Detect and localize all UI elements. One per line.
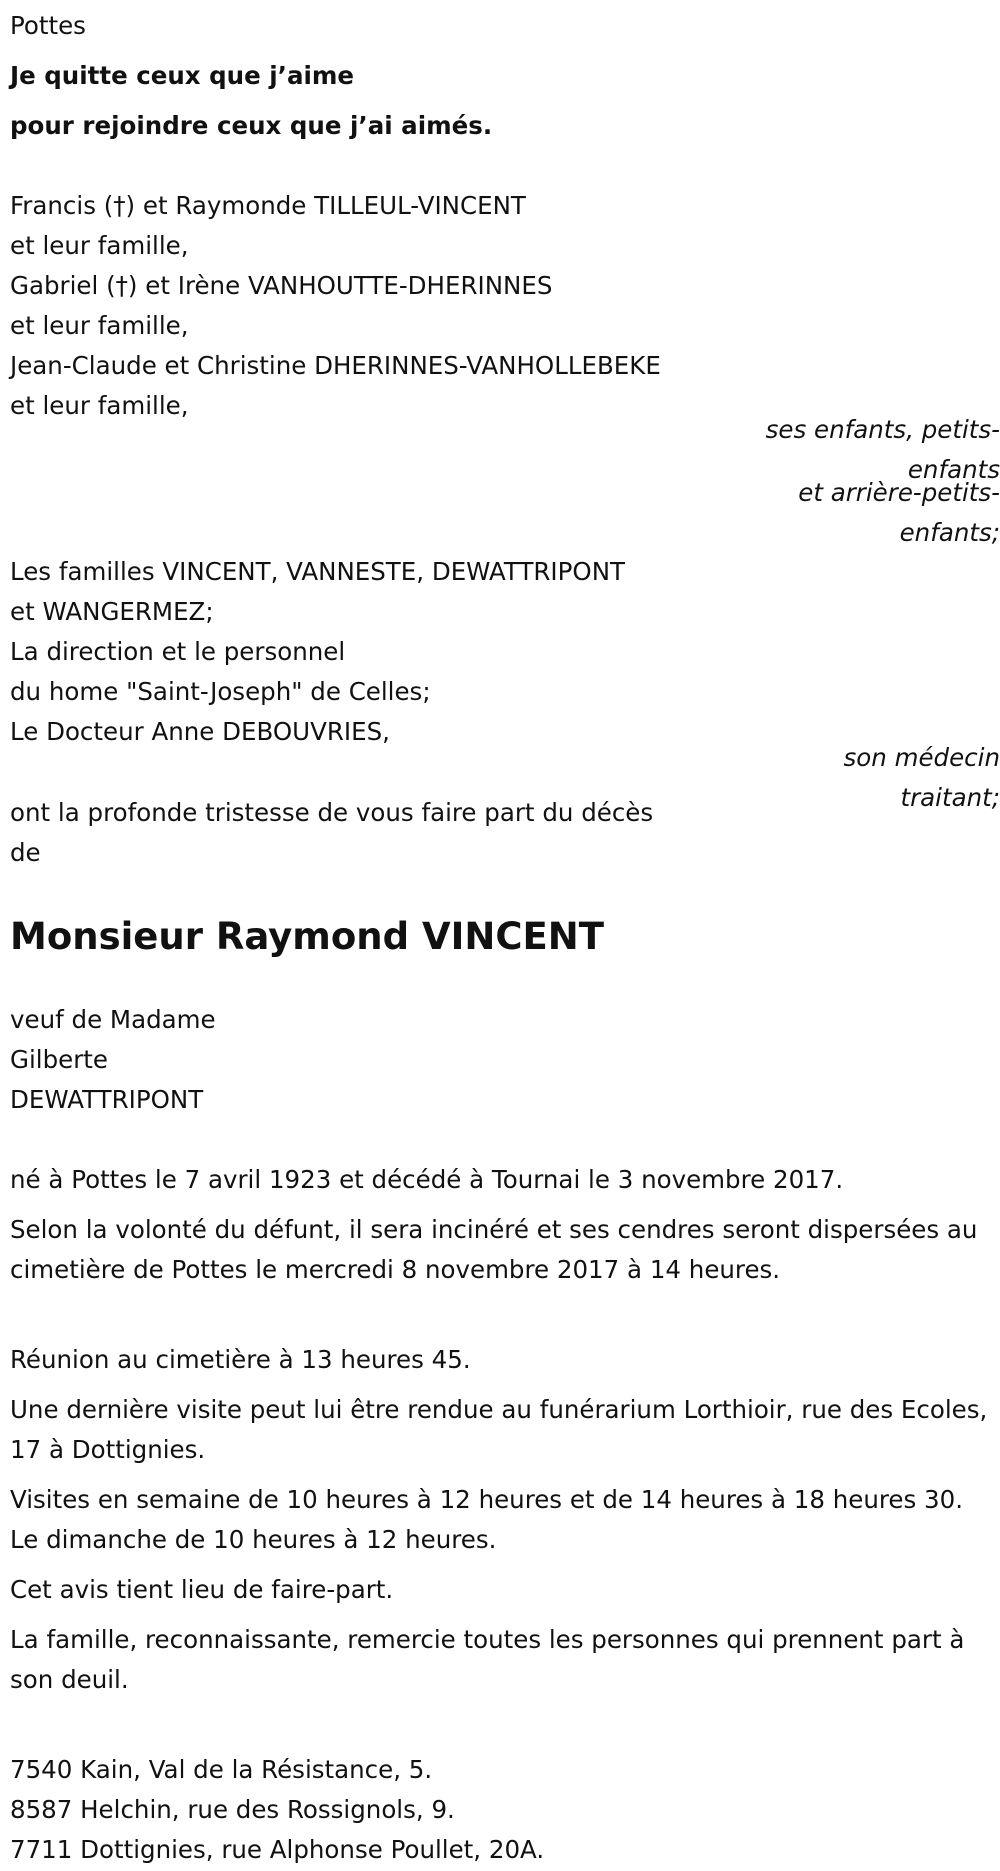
other-line-2: et WANGERMEZ; <box>10 597 214 626</box>
location-text: Pottes <box>10 11 86 40</box>
birth-death-paragraph: né à Pottes le 7 avril 1923 et décédé à Tournai le 3 novembre 2017. <box>10 1165 844 1194</box>
family-role-line-2: enfants <box>907 455 1000 484</box>
family-line-1: Francis (†) et Raymonde TILLEUL-VINCENT <box>10 191 526 220</box>
family-line-6: et leur famille, <box>10 391 189 420</box>
other-line-4: du home "Saint-Joseph" de Celles; <box>10 677 431 706</box>
thanks-paragraph: La famille, reconnaissante, remercie toutes les personnes qui prennent part à son deuil. <box>10 1625 965 1694</box>
cremation-paragraph: Selon la volonté du défunt, il sera incinéré et ses cendres seront dispersées au cimetière de Pottes le mercredi 8 novembre 2017 à 14 heures. <box>10 1215 978 1284</box>
doctor-role-line-2: traitant; <box>900 783 1000 812</box>
family-line-4: et leur famille, <box>10 311 189 340</box>
notice-paragraph: Cet avis tient lieu de faire-part. <box>10 1575 394 1604</box>
quote-line-1: Je quitte ceux que j’aime <box>10 61 355 90</box>
widower-line-1: veuf de Madame <box>10 1005 216 1034</box>
quote-line-2: pour rejoindre ceux que j’ai aimés. <box>10 111 493 140</box>
announcement-line-2: de <box>10 838 41 867</box>
family-line-2: et leur famille, <box>10 231 189 260</box>
address-line-1: 7540 Kain, Val de la Résistance, 5. <box>10 1755 433 1784</box>
family-line-5: Jean-Claude et Christine DHERINNES-VANHOLLEBEKE <box>10 351 661 380</box>
other-line-5: Le Docteur Anne DEBOUVRIES, <box>10 717 390 746</box>
address-line-2: 8587 Helchin, rue des Rossignols, 9. <box>10 1795 455 1824</box>
other-line-3: La direction et le personnel <box>10 637 346 666</box>
doctor-role-line-1: son médecin <box>843 743 1000 772</box>
address-line-3: 7711 Dottignies, rue Alphonse Poullet, 20A. <box>10 1835 545 1864</box>
widower-line-3: DEWATTRIPONT <box>10 1085 204 1114</box>
meeting-paragraph: Réunion au cimetière à 13 heures 45. <box>10 1345 471 1374</box>
family-role-line-4: enfants; <box>899 518 1000 547</box>
family-role-line-3: et arrière-petits- <box>798 478 1000 507</box>
family-line-3: Gabriel (†) et Irène VANHOUTTE-DHERINNES <box>10 271 553 300</box>
widower-line-2: Gilberte <box>10 1045 108 1074</box>
visiting-hours-paragraph: Visites en semaine de 10 heures à 12 heures et de 14 heures à 18 heures 30. Le dimanche de 10 heures à 12 heures. <box>10 1485 963 1554</box>
announcement-line-1: ont la profonde tristesse de vous faire part du décès <box>10 798 654 827</box>
visit-paragraph: Une dernière visite peut lui être rendue au funérarium Lorthioir, rue des Ecoles, 17 à Dottignies. <box>10 1395 988 1464</box>
deceased-name: Monsieur Raymond VINCENT <box>10 915 604 958</box>
family-role-line-1: ses enfants, petits- <box>765 415 1000 444</box>
other-line-1: Les familles VINCENT, VANNESTE, DEWATTRIPONT <box>10 557 626 586</box>
